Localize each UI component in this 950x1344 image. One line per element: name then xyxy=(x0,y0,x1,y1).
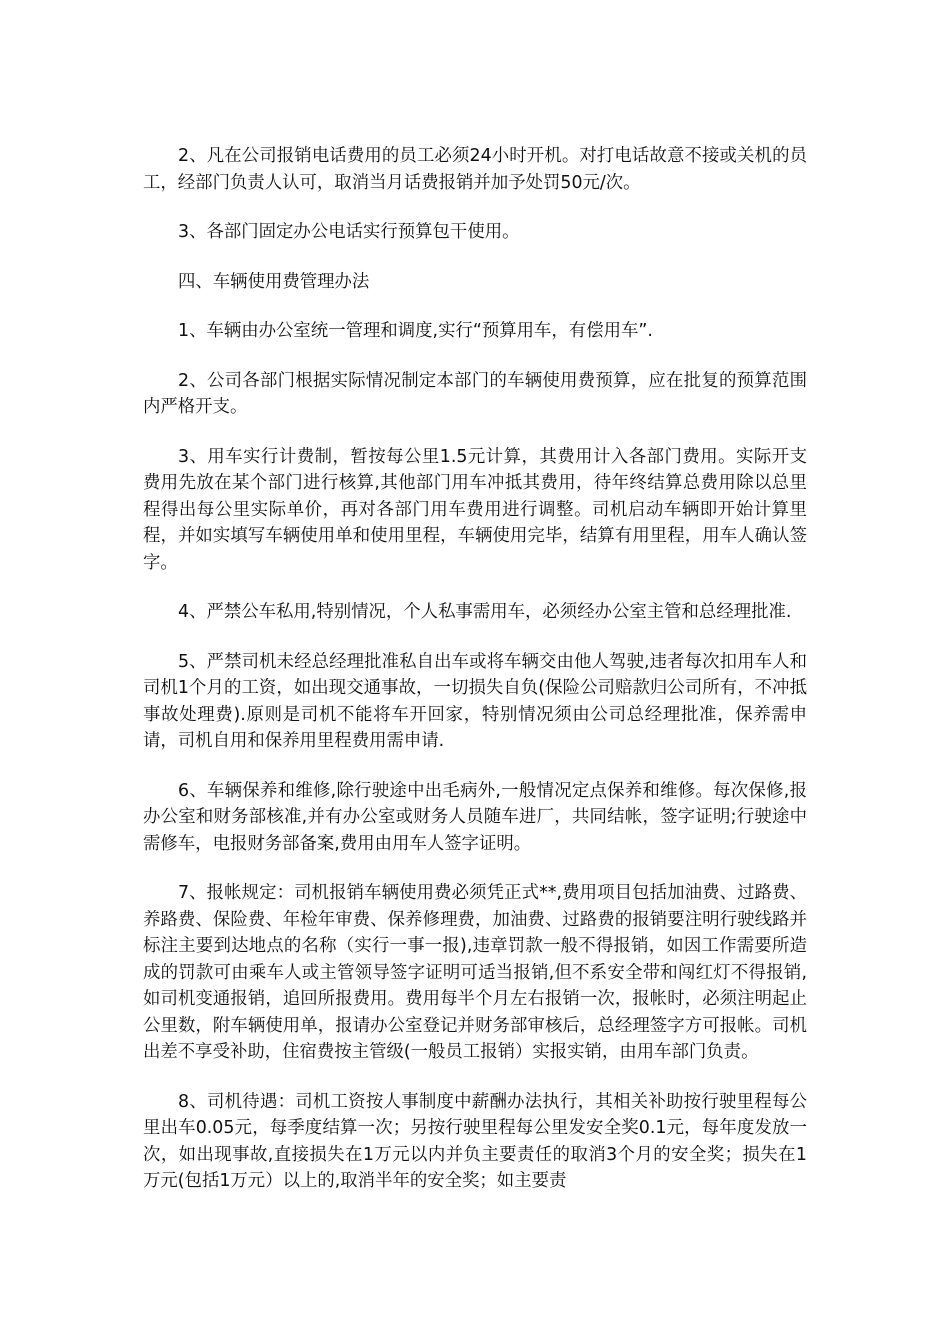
paragraph-office-phone-budget: 3、各部门固定办公电话实行预算包干使用。 xyxy=(178,222,520,242)
paragraph-driver-restrictions: 5、严禁司机未经总经理批准私自出车或将车辆交由他人驾驶,违者每次扣用车人和司机1个月的工资，如出现交通事故，一切损失自负(保险公司赔款归公司所有，不冲抵事故处理费).原则是司机不能将车开回家，特别情况须由公司总经理批准，保养需申请，司机自用和保养用里程费用需申请. xyxy=(143,651,807,751)
document-body xyxy=(143,143,807,1195)
paragraph-maintenance: 6、车辆保养和维修,除行驶途中出毛病外,一般情况定点保养和维修。每次保修,报办公室和财务部核准,并有办公室或财务人员随车进厂，共同结帐，签字证明;行驶途中需修车，电报财务部备案,费用由用车人签字证明。 xyxy=(143,780,807,854)
paragraph-reimbursement-rules: 7、报帐规定：司机报销车辆使用费必须凭正式**,费用项目包括加油费、过路费、养路费、保险费、年检年审费、保养修理费，加油费、过路费的报销要注明行驶线路并标注主要到达地点的名称（实行一事一报),违章罚款一般不得报销，如因工作需要所造成的罚款可由乘车人或主管领导签字证明可适当报销,但不系安全带和闯红灯不得报销,如司机变通报销，追回所报费用。费用每半个月左右报销一次，报帐时，必须注明起止公里数，附车辆使用单，报请办公室登记并财务部审核后，总经理签字方可报帐。司机出差不享受补助，住宿费按主管级(一般员工报销）实报实销，由用车部门负责。 xyxy=(143,883,807,1062)
paragraph-driver-compensation: 8、司机待遇：司机工资按人事制度中薪酬办法执行，其相关补助按行驶里程每公里出车0.05元，每季度结算一次；另按行驶里程每公里发安全奖0.1元，每年度发放一次，如出现事故,直接损失在1万元以内并负主要责任的取消3个月的安全奖；损失在1万元(包括1万元）以上的,取消半年的安全奖；如主要责 xyxy=(143,1091,807,1191)
paragraph-vehicle-metering: 3、用车实行计费制，暂按每公里1.5元计算，其费用计入各部门费用。实际开支费用先放在某个部门进行核算,其他部门用车冲抵其费用，待年终结算总费用除以总里程得出每公里实际单价，再对各部门用车费用进行调整。司机启动车辆即开始计算里程，并如实填写车辆使用单和使用里程，车辆使用完毕，结算有用里程，用车人确认签字。 xyxy=(143,446,807,573)
paragraph-private-use-ban: 4、严禁公车私用,特别情况，个人私事需用车，必须经办公室主管和总经理批准. xyxy=(178,602,792,622)
paragraph-vehicle-dispatch: 1、车辆由办公室统一管理和调度,实行“预算用车，有偿用车”. xyxy=(178,321,653,341)
paragraph-phone-24h: 2、凡在公司报销电话费用的员工必须24小时开机。对打电话故意不接或关机的员工，经部门负责人认可，取消当月话费报销并加予处罚50元/次。 xyxy=(143,146,807,193)
paragraph-vehicle-budget: 2、公司各部门根据实际情况制定本部门的车辆使用费预算，应在批复的预算范围内严格开支。 xyxy=(143,370,807,417)
section-heading-vehicle-expenses: 四、车辆使用费管理办法 xyxy=(178,271,370,292)
